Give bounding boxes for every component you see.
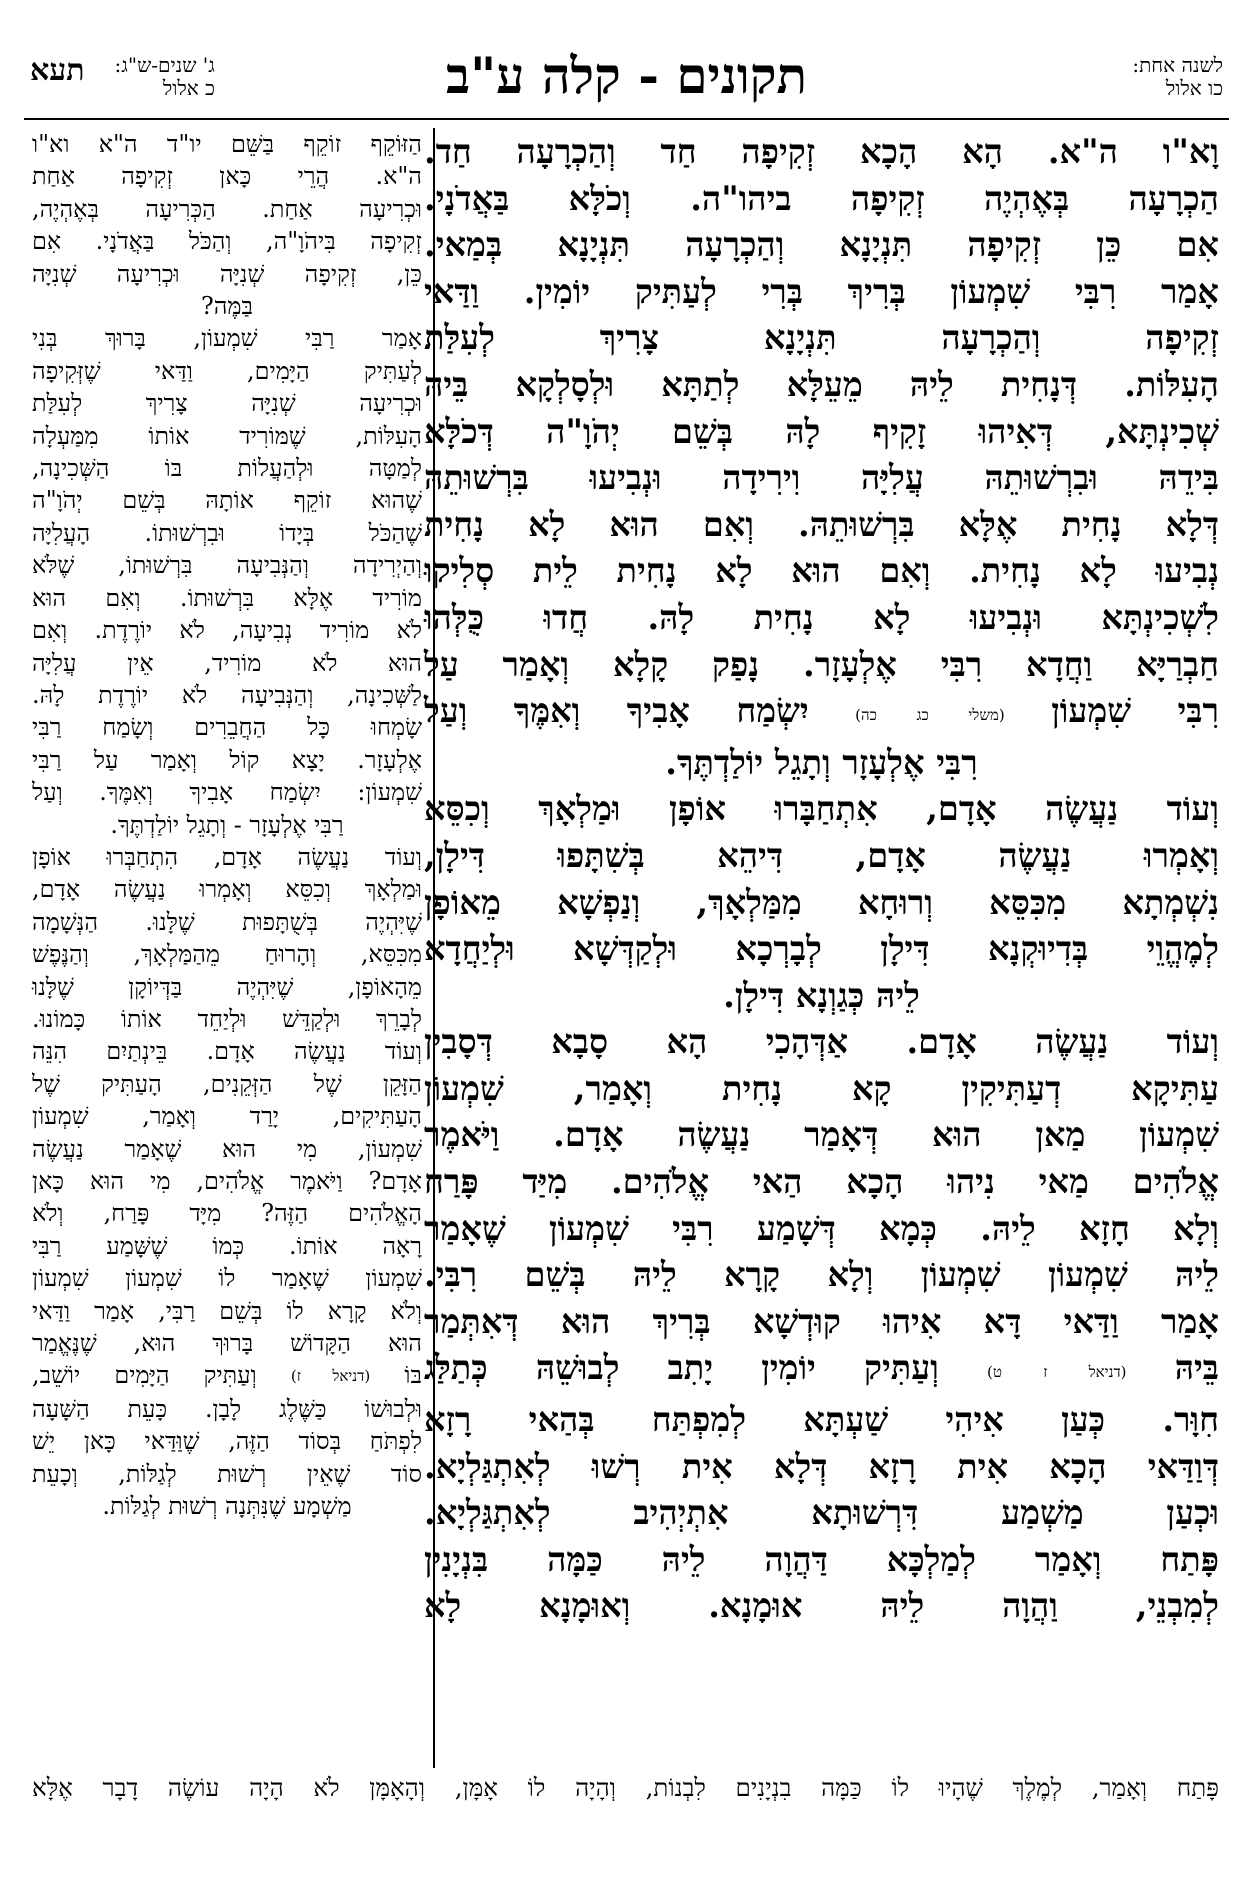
text-line: הַזָּקֵן שֶׁל הַזְּקֵנִים, הָעַתִּיק שֶׁל	[32, 1069, 422, 1098]
verse-reference: (דניאל ז)	[290, 1367, 371, 1386]
schedule-one-year-date: כו אלול	[1165, 76, 1223, 100]
verse-reference: (משלי כג כה)	[855, 706, 1005, 725]
text-line: שָׂמְחוּ כָּל הַחֲבֵרִים וְשָׂמַח רַבִּי	[32, 713, 422, 742]
text-line: בִּידֵהּ וּבִרְשׁוּתֵהּ עֲלִיָּה וִירִידָה וּנְבִיעוּ בִּרְשׁוּתֵהּ	[424, 457, 1219, 498]
text-line: הָאֱלֹהִים הַזֶּה? מִיָּד פָּרַח, וְלֹא	[32, 1199, 422, 1228]
text-line: הוּא הַקָּדוֹשׁ בָּרוּךְ הוּא, שֶׁנֶּאֱמַר	[32, 1329, 422, 1358]
text-fragment: בּוֹ	[404, 1361, 422, 1390]
text-line: וּכְרִיעָה אַחַת. הַכְּרִיעָה בְּאֶהְיֶה,	[32, 194, 422, 223]
schedule-three-years-label: ג' שנים-ש"ג:	[114, 53, 215, 77]
text-line: וְלֹא קָרָא לוֹ בְּשֵׁם רַבִּי, אָמַר וַדַּאי	[32, 1296, 422, 1325]
text-line: מַשְׁמָע שֶׁנִּתְּנָה רְשׁוּת לְגַלּוֹת.	[102, 1492, 352, 1521]
text-line: שְׁכִינְתָּא, דְּאִיהוּ זָקִיף לָהּ בְּשֵׁם יְהֹוָ"ה דְּכֹלָּא	[424, 410, 1219, 451]
text-line: שִׁמְעוֹן שֶׁאָמַר לוֹ שִׁמְעוֹן שִׁמְעוֹן	[32, 1264, 422, 1293]
text-line	[424, 1344, 1219, 1396]
text-line: רָאָה אוֹתוֹ. כְּמוֹ שֶׁשָּׁמַע רַבִּי	[32, 1231, 422, 1260]
text-line: סוֹד שֶׁאֵין רְשׁוּת לְגַלּוֹת, וְכָעֵת	[32, 1459, 422, 1488]
text-line: וְהַיְרִידָה וְהַנְּבִיעָה בִּרְשׁוּתוֹ, שֶׁלֹּא	[32, 551, 422, 580]
text-line	[32, 1359, 422, 1392]
column-divider	[433, 128, 435, 1768]
text-line: דְּלָא נָחִית אֶלָּא בִּרְשׁוּתֵהּ. וְאִם הוּא לָא נָחִית	[424, 503, 1219, 544]
text-line: אֱלֹהִים מַאי נִיהוּ הָכָא הַאי אֱלֹהִים. מִיַּד פָּרַח	[424, 1161, 1219, 1202]
text-line: שִׁמְעוֹן, מִי הוּא שֶׁאָמַר נַעֲשֶׂה	[32, 1134, 422, 1163]
text-line: נְבִיעוּ לָא נָחִית. וְאִם הוּא לָא נָחִית לֵית סְלִיקוּ	[424, 550, 1219, 591]
translation-column	[32, 128, 422, 1522]
text-line: שֶׁהוּא זוֹקֵף אוֹתָהּ בְּשֵׁם יְהֹוָ"ה	[32, 486, 422, 515]
text-line: לִפְתֹּחַ בְּסוֹד הַזֶּה, שֶׁוַּדַּאי כָּאן יֵשׁ	[32, 1427, 422, 1456]
text-fragment: בֵּיהּ	[1174, 1347, 1219, 1388]
schedule-one-year	[1132, 54, 1223, 100]
text-line: וְאָמְרוּ נַעֲשֶׂה אָדָם, דִּיהֵא בְּשִׁתָּפוּ דִּילָן,	[424, 834, 1219, 875]
text-line: וְעוֹד נַעֲשֶׂה אָדָם, הִתְחַבְּרוּ אוֹפָן	[32, 842, 422, 871]
text-line: חַבְרַיָּא וַחֲדָא רִבִּי אֶלְעָזָר. נָפַק קָלָא וְאָמַר עַל	[424, 643, 1219, 684]
verse-reference: (דניאל ז ט)	[987, 1363, 1127, 1382]
text-line: כֵּן, זְקִיפָה שְׁנִיָּה וּכְרִיעָה שְׁנִיָּה	[32, 259, 422, 288]
text-line: אָמַר רִבִּי שִׁמְעוֹן בְּרִיךְ בְּרִי לְעַתִּיק יוֹמִין. וַדַּאי	[424, 270, 1219, 311]
text-line: הַזּוֹקֵף זוֹקֵף בַּשֵּׁם יו"ד ה"א וא"ו	[32, 130, 422, 158]
text-line: וְעוֹד נַעֲשֶׂה אָדָם, אִתְחַבָּרוּ אוֹפָן וּמַלְאָךְ וְכִסֵּא	[424, 788, 1219, 829]
text-line: הָעִלּוֹת, שֶׁמּוֹרִיד אוֹתוֹ מִמַּעְלָה	[32, 421, 422, 450]
text-line: רִבִּי אֶלְעָזָר וְתָגֵל יוֹלַדְתֶּךָ.	[665, 741, 978, 782]
text-line: בַּמֶּה?	[200, 292, 254, 321]
text-line: אָמַר רַבִּי שִׁמְעוֹן, בָּרוּךְ בְּנִי	[32, 324, 422, 353]
header-rule	[24, 118, 1229, 120]
text-line: לְמֶהֱוֵי בְּדִיוּקְנָא דִּילָן לְבָרְכָא וּלְקַדְּשָׁא וּלְיַחֲדָא	[424, 928, 1219, 969]
text-line: חִוָּר. כְּעַן אִיהִי שַׁעְתָּא לְמִפְתַּח בְּהַאי רָזָא	[424, 1399, 1219, 1440]
text-line: עַתִּיקָא דְעַתִּיקִין קָא נָחִית וְאָמַר, שִׁמְעוֹן	[424, 1067, 1219, 1108]
text-line: שֶׁהַכֹּל בְּיָדוֹ וּבִרְשׁוּתוֹ. הָעֲלִיָּה	[32, 518, 422, 547]
text-line: מִכִּסֵּא, וְהָרוּחַ מֵהַמַּלְאָךְ, וְהַנֶּפֶשׁ	[32, 940, 422, 969]
text-line: הוּא לֹא מוֹרִיד, אֵין עֲלִיָּה	[32, 648, 422, 677]
text-line: לְמַטָּה וּלְהַעֲלוֹת בּוֹ הַשְּׁכִינָה,	[32, 454, 422, 483]
text-line: מֵהָאוֹפָן, שֶׁיִּהְיֶה בַּדְּיוֹקָן שֶׁלָּנוּ	[32, 972, 422, 1001]
text-fragment: יִשְׂמַח אָבִיךָ וְאִמֶּךָ וְעַל	[424, 690, 809, 731]
page-title: תקונים - קלה ע"ב	[446, 46, 807, 105]
text-line: וּכְעַן מַשְׁמַע דִּרְשׁוּתָא אִתְיְהִיב לְאִתְגַּלְיָא.	[424, 1492, 1219, 1533]
text-line: וְעוֹד נַעֲשֶׂה אָדָם. בֵּינְתַיִם הִנֵּה	[32, 1037, 422, 1066]
text-line: וּכְרִיעָה שְׁנִיָּה צָרִיךְ לְעִלַּת	[32, 389, 422, 418]
text-fragment: וְעַתִּיק יוֹמִין יָתִב לְבוּשֵׁהּ כְּתַלַּג	[424, 1347, 939, 1388]
text-line: פָּתַח וְאָמַר לְמַלְכָּא דַּהֲוָה לֵיהּ כַּמָּה בִּנְיָנִין	[424, 1538, 1219, 1579]
text-line: לַשְּׁכִינָה, וְהַנְּבִיעָה לֹא יוֹרֶדֶת לָהּ.	[32, 680, 422, 709]
text-line: שִׁמְעוֹן מַאן הוּא דְּאָמַר נַעֲשֶׂה אָדָם. וַיֹּאמֶר	[424, 1114, 1219, 1155]
text-line: וְלָא חָזָא לֵיהּ. כְּמָא דְּשָׁמַע רִבִּי שִׁמְעוֹן שֶׁאָמַר	[424, 1207, 1219, 1248]
text-line: הַכְרָעָה בְּאֶהְיֶה זְקִיפָה ביהו"ה. וְכֹלָּא בַּאֲדֹנָי.	[424, 177, 1219, 218]
text-line: אֶלְעָזָר. יָצָא קוֹל וְאָמַר עַל רַבִּי	[32, 745, 422, 774]
text-fragment: רִבִּי שִׁמְעוֹן	[1051, 690, 1219, 731]
schedule-one-year-label: לשנה אחת:	[1132, 53, 1223, 77]
page-number: תעא	[30, 53, 85, 88]
text-line: וָא"ו ה"א. הָא הָכָא זְקִיפָה חַד וְהַכְרָעָה חַד.	[424, 131, 1219, 171]
text-line: וּמַלְאָךְ וְכִסֵּא וְאָמְרוּ נַעֲשֶׂה אָדָם,	[32, 875, 422, 904]
text-line: אָדָם? וַיֹּאמֶר אֱלֹהִים, מִי הוּא כָּאן	[32, 1167, 422, 1195]
text-line: דְּוַדַּאי הָכָא אִית רָזָא דְּלָא אִית רְשׁוּ לְאִתְגַּלְיָא.	[424, 1445, 1219, 1486]
text-line: לֹא מוֹרִיד נְבִיעָה, לֹא יוֹרֶדֶת. וְאִם	[32, 616, 422, 645]
text-line: זְקִיפָה בִּיהֹוָ"ה, וְהַכֹּל בַּאֲדֹנָי. אִם	[32, 227, 422, 256]
footer-text-line: פָּתַח וְאָמַר, לְמֶלֶךְ שֶׁהָיוּ לוֹ כַּמָּה בִנְיָנִים לִבְנוֹת, וְהָיָה לוֹ אָמָּן, וְהָאָמָּן לֹא הָיָה עוֹשֶׂה דָבָר אֶלָּא	[32, 1773, 1219, 1802]
text-line: לֵיהּ כְּגַוְנָא דִּילָן.	[723, 974, 920, 1015]
main-text-column	[424, 128, 1219, 1629]
text-fragment: וְעַתִּיק הַיָּמִים יוֹשֵׁב,	[32, 1361, 257, 1390]
text-line: לִשְׁכִינְתָּא וּנְבִיעוּ לָא נָחִית לָהּ. חֲדוּ כֻּלְּהוּ	[424, 596, 1219, 637]
page-header	[24, 48, 1229, 112]
text-line: לְבָרֵךְ וּלְקַדֵּשׁ וּלְיַחֵד אוֹתוֹ כָּמוֹנוּ.	[32, 1004, 422, 1033]
text-line: מוֹרִיד אֶלָּא בִּרְשׁוּתוֹ. וְאִם הוּא	[32, 583, 422, 612]
schedule-three-years-date: כ אלול	[162, 76, 215, 100]
text-line: וּלְבוּשׁוֹ כַּשֶּׁלֶג לָבָן. כָּעֵת הַשָּׁעָה	[32, 1394, 422, 1423]
text-line: נִשְׁמְתָא מִכִּסֵּא וְרוּחָא מִמַּלְאָךְ, וְנַפְשָׁא מֵאוֹפָן	[424, 881, 1219, 922]
text-line	[424, 687, 1219, 739]
text-line: לְמִבְנֵי, וַהֲוָה לֵיהּ אוּמָנָא. וְאוּמָנָא לָא	[424, 1585, 1219, 1626]
text-line: שֶׁיִּהְיֶה בְּשֻׁתָּפוּת שֶׁלָּנוּ. הַנְּשָׁמָה	[32, 907, 422, 936]
text-line: רַבִּי אֶלְעָזָר - וְתָגֵל יוֹלַדְתֶּךָ.	[110, 810, 344, 839]
text-line: זְקִיפָה וְהַכְרָעָה תִּנְיָנָא צָרִיךְ לְעִלַּת	[424, 317, 1219, 358]
text-line: לְעַתִּיק הַיָּמִים, וַדַּאי שֶׁזְּקִיפָה	[32, 356, 422, 385]
text-line: ה"א. הֲרֵי כָּאן זְקִיפָה אַחַת	[32, 162, 422, 191]
text-line: הָעִלּוֹת. דְּנָחִית לֵיהּ מֵעֵלָּא לְתַתָּא וּלְסָלְקָא בֵּיהּ	[424, 363, 1219, 404]
text-line: אִם כֵּן זְקִיפָה תִּנְיָנָא וְהַכְרָעָה תִּנְיָנָא בְּמַאי.	[424, 224, 1219, 265]
text-line: לֵיהּ שִׁמְעוֹן שִׁמְעוֹן וְלָא קָרָא לֵיהּ בְּשֵׁם רִבִּי.	[424, 1254, 1219, 1295]
text-line: הָעַתִּיקִים, יָרַד וְאָמַר, שִׁמְעוֹן	[32, 1102, 422, 1131]
text-line: אָמַר וַדַּאי דָּא אִיהוּ קוּדְשָׁא בְּרִיךְ הוּא דְּאִתְּמַר	[424, 1300, 1219, 1341]
text-line: וְעוֹד נַעֲשֶׂה אָדָם. אַדְּהָכִי הָא סָבָא דְּסָבִין	[424, 1021, 1219, 1062]
text-line: שִׁמְעוֹן: יִשְׂמַח אָבִיךָ וְאִמֶּךָ. וְעַל	[32, 778, 422, 807]
